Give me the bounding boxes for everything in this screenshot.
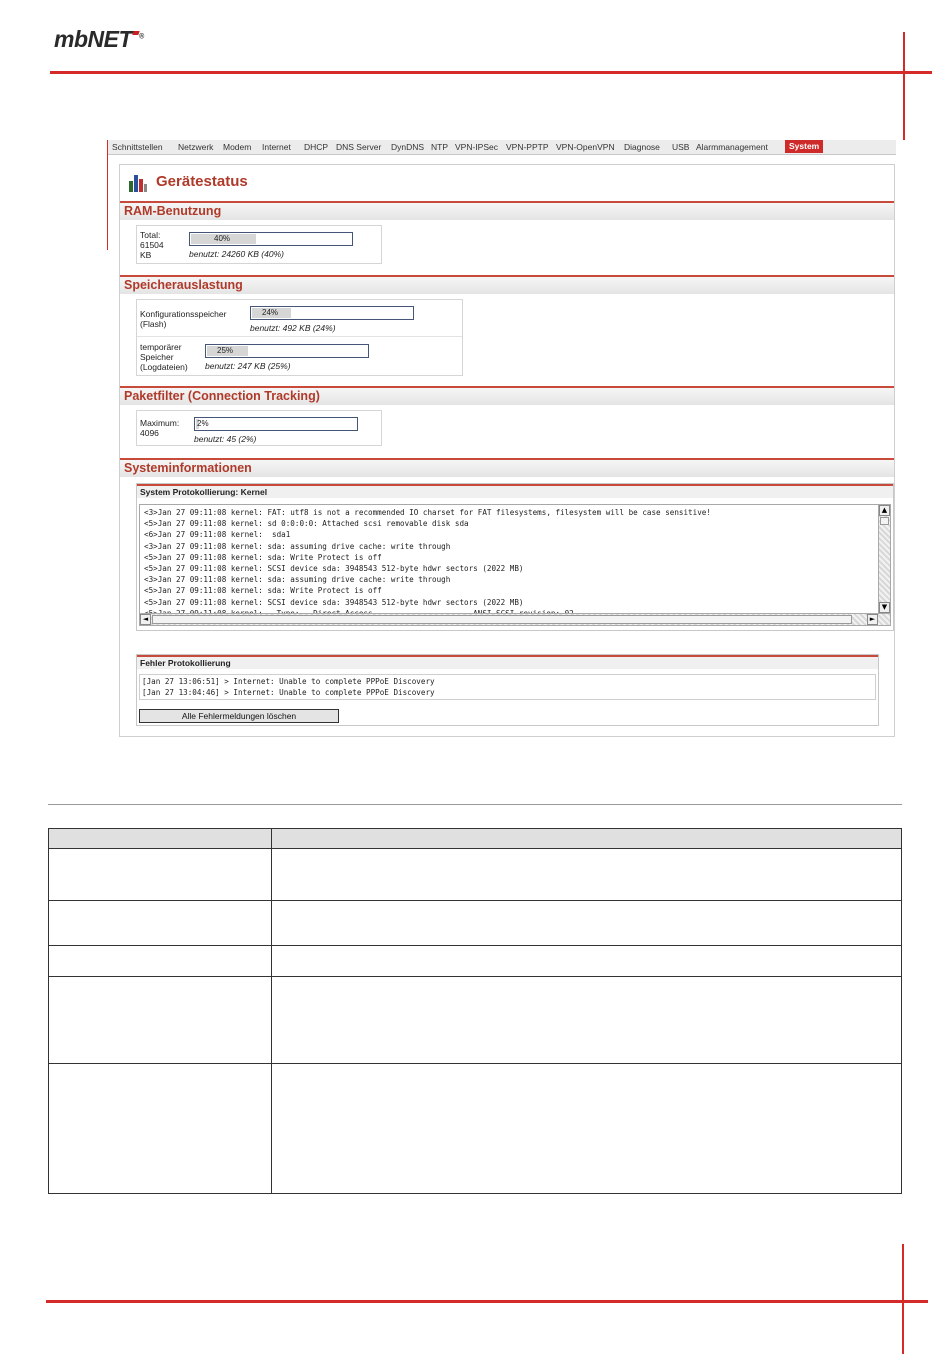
flash-percent: 24% <box>262 308 279 317</box>
kernel-log-title: System Protokollierung: Kernel <box>137 484 893 498</box>
packetfilter-percent: 2% <box>197 419 209 428</box>
kernel-log-line: <3>Jan 27 09:11:08 kernel: sda: assuming drive cache: write through <box>144 575 451 585</box>
packetfilter-used: benutzt: 45 (2%) <box>194 434 257 444</box>
flash-used: benutzt: 492 KB (24%) <box>250 323 336 333</box>
bar-chart-icon <box>127 171 149 193</box>
error-log-line: [Jan 27 13:06:51] > Internet: Unable to complete PPPoE Discovery <box>142 677 435 686</box>
tab-dyndns[interactable]: DynDNS <box>391 142 425 152</box>
packetfilter-label: Maximum: 4096 <box>140 418 180 438</box>
footer-edge-line <box>902 1244 904 1354</box>
tab-vpn-openvpn[interactable]: VPN-OpenVPN <box>556 142 615 152</box>
table-row-divider <box>49 976 901 977</box>
scroll-left-icon[interactable]: ◄ <box>140 614 151 625</box>
tab-ntp[interactable]: NTP <box>431 142 448 152</box>
kernel-log-line: <6>Jan 27 09:11:08 kernel: sda1 <box>144 530 291 540</box>
brand-logo <box>54 26 144 53</box>
storage-box <box>136 299 463 376</box>
table-row-divider <box>49 900 901 901</box>
kernel-log-line: <5>Jan 27 09:11:08 kernel: sda: Write Protect is off <box>144 552 382 562</box>
packetfilter-box <box>136 410 382 446</box>
kernel-log-line: <5>Jan 27 09:11:08 kernel: sda: Write Protect is off <box>144 586 382 596</box>
table-row-divider <box>49 1063 901 1064</box>
kernel-log-line: <5>Jan 27 09:11:08 kernel: sd 0:0:0:0: Attached scsi removable disk sda <box>144 519 469 529</box>
tab-dns-server[interactable]: DNS Server <box>336 142 382 152</box>
header-rule <box>50 71 932 74</box>
kernel-log-line: <3>Jan 27 09:11:08 kernel: sda: assuming drive cache: write through <box>144 541 451 551</box>
table-header <box>49 829 901 849</box>
nav-tabs <box>108 140 896 155</box>
device-web-ui <box>108 140 896 738</box>
clear-errors-button[interactable]: Alle Fehlermeldungen löschen <box>139 709 339 723</box>
hscroll-thumb[interactable] <box>152 615 852 624</box>
tab-alarmmanagement[interactable]: Alarmmanagement <box>696 142 768 152</box>
section-sysinfo: Systeminformationen <box>120 458 894 477</box>
brand-name: mbNET <box>54 26 132 52</box>
temp-percent: 25% <box>217 346 234 355</box>
storage-divider <box>137 336 462 337</box>
header-edge-line <box>903 32 905 140</box>
tab-modem[interactable]: Modem <box>223 142 252 152</box>
packetfilter-progress-bar <box>194 417 358 431</box>
vscroll-thumb[interactable] <box>880 517 889 525</box>
kernel-log-hscrollbar[interactable] <box>140 613 890 625</box>
section-divider <box>48 804 902 805</box>
description-table <box>48 828 902 1194</box>
tab-schnittstellen[interactable]: Schnittstellen <box>112 142 163 152</box>
temp-used: benutzt: 247 KB (25%) <box>205 361 291 371</box>
tab-vpn-pptp[interactable]: VPN-PPTP <box>506 142 549 152</box>
tab-netzwerk[interactable]: Netzwerk <box>178 142 214 152</box>
ram-progress-bar <box>189 232 353 246</box>
tab-system[interactable]: System <box>785 140 823 153</box>
section-ram: RAM-Benutzung <box>120 201 894 220</box>
flash-progress-bar <box>250 306 414 320</box>
temp-progress-bar <box>205 344 369 358</box>
scroll-up-icon[interactable]: ▲ <box>879 505 890 516</box>
error-log-box <box>136 654 879 726</box>
temp-label: temporärer Speicher (Logdateien) <box>140 342 188 372</box>
device-status-panel <box>119 164 895 737</box>
section-storage: Speicherauslastung <box>120 275 894 294</box>
kernel-log-line: <5>Jan 27 09:11:08 kernel: SCSI device sda: 3948543 512-byte hdwr sectors (2022 MB) <box>144 564 524 573</box>
ram-used: benutzt: 24260 KB (40%) <box>189 249 284 259</box>
brand-registered: ® <box>139 33 144 41</box>
error-log-line: [Jan 27 13:04:46] > Internet: Unable to complete PPPoE Discovery <box>142 688 435 697</box>
kernel-log-line: <3>Jan 27 09:11:08 kernel: FAT: utf8 is not a recommended IO charset for FAT filesystems, filesystem will be case sensitive! <box>144 508 711 517</box>
error-log-title: Fehler Protokollierung <box>137 655 878 669</box>
page-title: Gerätestatus <box>156 173 248 190</box>
footer-rule <box>46 1300 928 1303</box>
section-packetfilter: Paketfilter (Connection Tracking) <box>120 386 894 405</box>
error-log-area[interactable] <box>139 674 876 700</box>
ram-percent: 40% <box>214 234 231 243</box>
table-column-divider <box>271 829 272 1193</box>
table-row-divider <box>49 945 901 946</box>
scroll-down-icon[interactable]: ▼ <box>879 602 890 613</box>
flash-label: Konfigurationsspeicher (Flash) <box>140 309 227 329</box>
kernel-log-box <box>136 483 894 631</box>
tab-internet[interactable]: Internet <box>262 142 291 152</box>
tab-dhcp[interactable]: DHCP <box>304 142 329 152</box>
ram-box <box>136 225 382 264</box>
kernel-log-textarea[interactable] <box>139 504 891 626</box>
tab-usb[interactable]: USB <box>672 142 690 152</box>
ram-label: Total: 61504 KB <box>140 230 164 260</box>
scroll-right-icon[interactable]: ► <box>867 614 878 625</box>
kernel-log-line: <5>Jan 27 09:11:08 kernel: SCSI device sda: 3948543 512-byte hdwr sectors (2022 MB) <box>144 597 524 607</box>
kernel-log-vscrollbar[interactable] <box>878 505 890 613</box>
tab-diagnose[interactable]: Diagnose <box>624 142 660 152</box>
tab-vpn-ipsec[interactable]: VPN-IPSec <box>455 142 498 152</box>
